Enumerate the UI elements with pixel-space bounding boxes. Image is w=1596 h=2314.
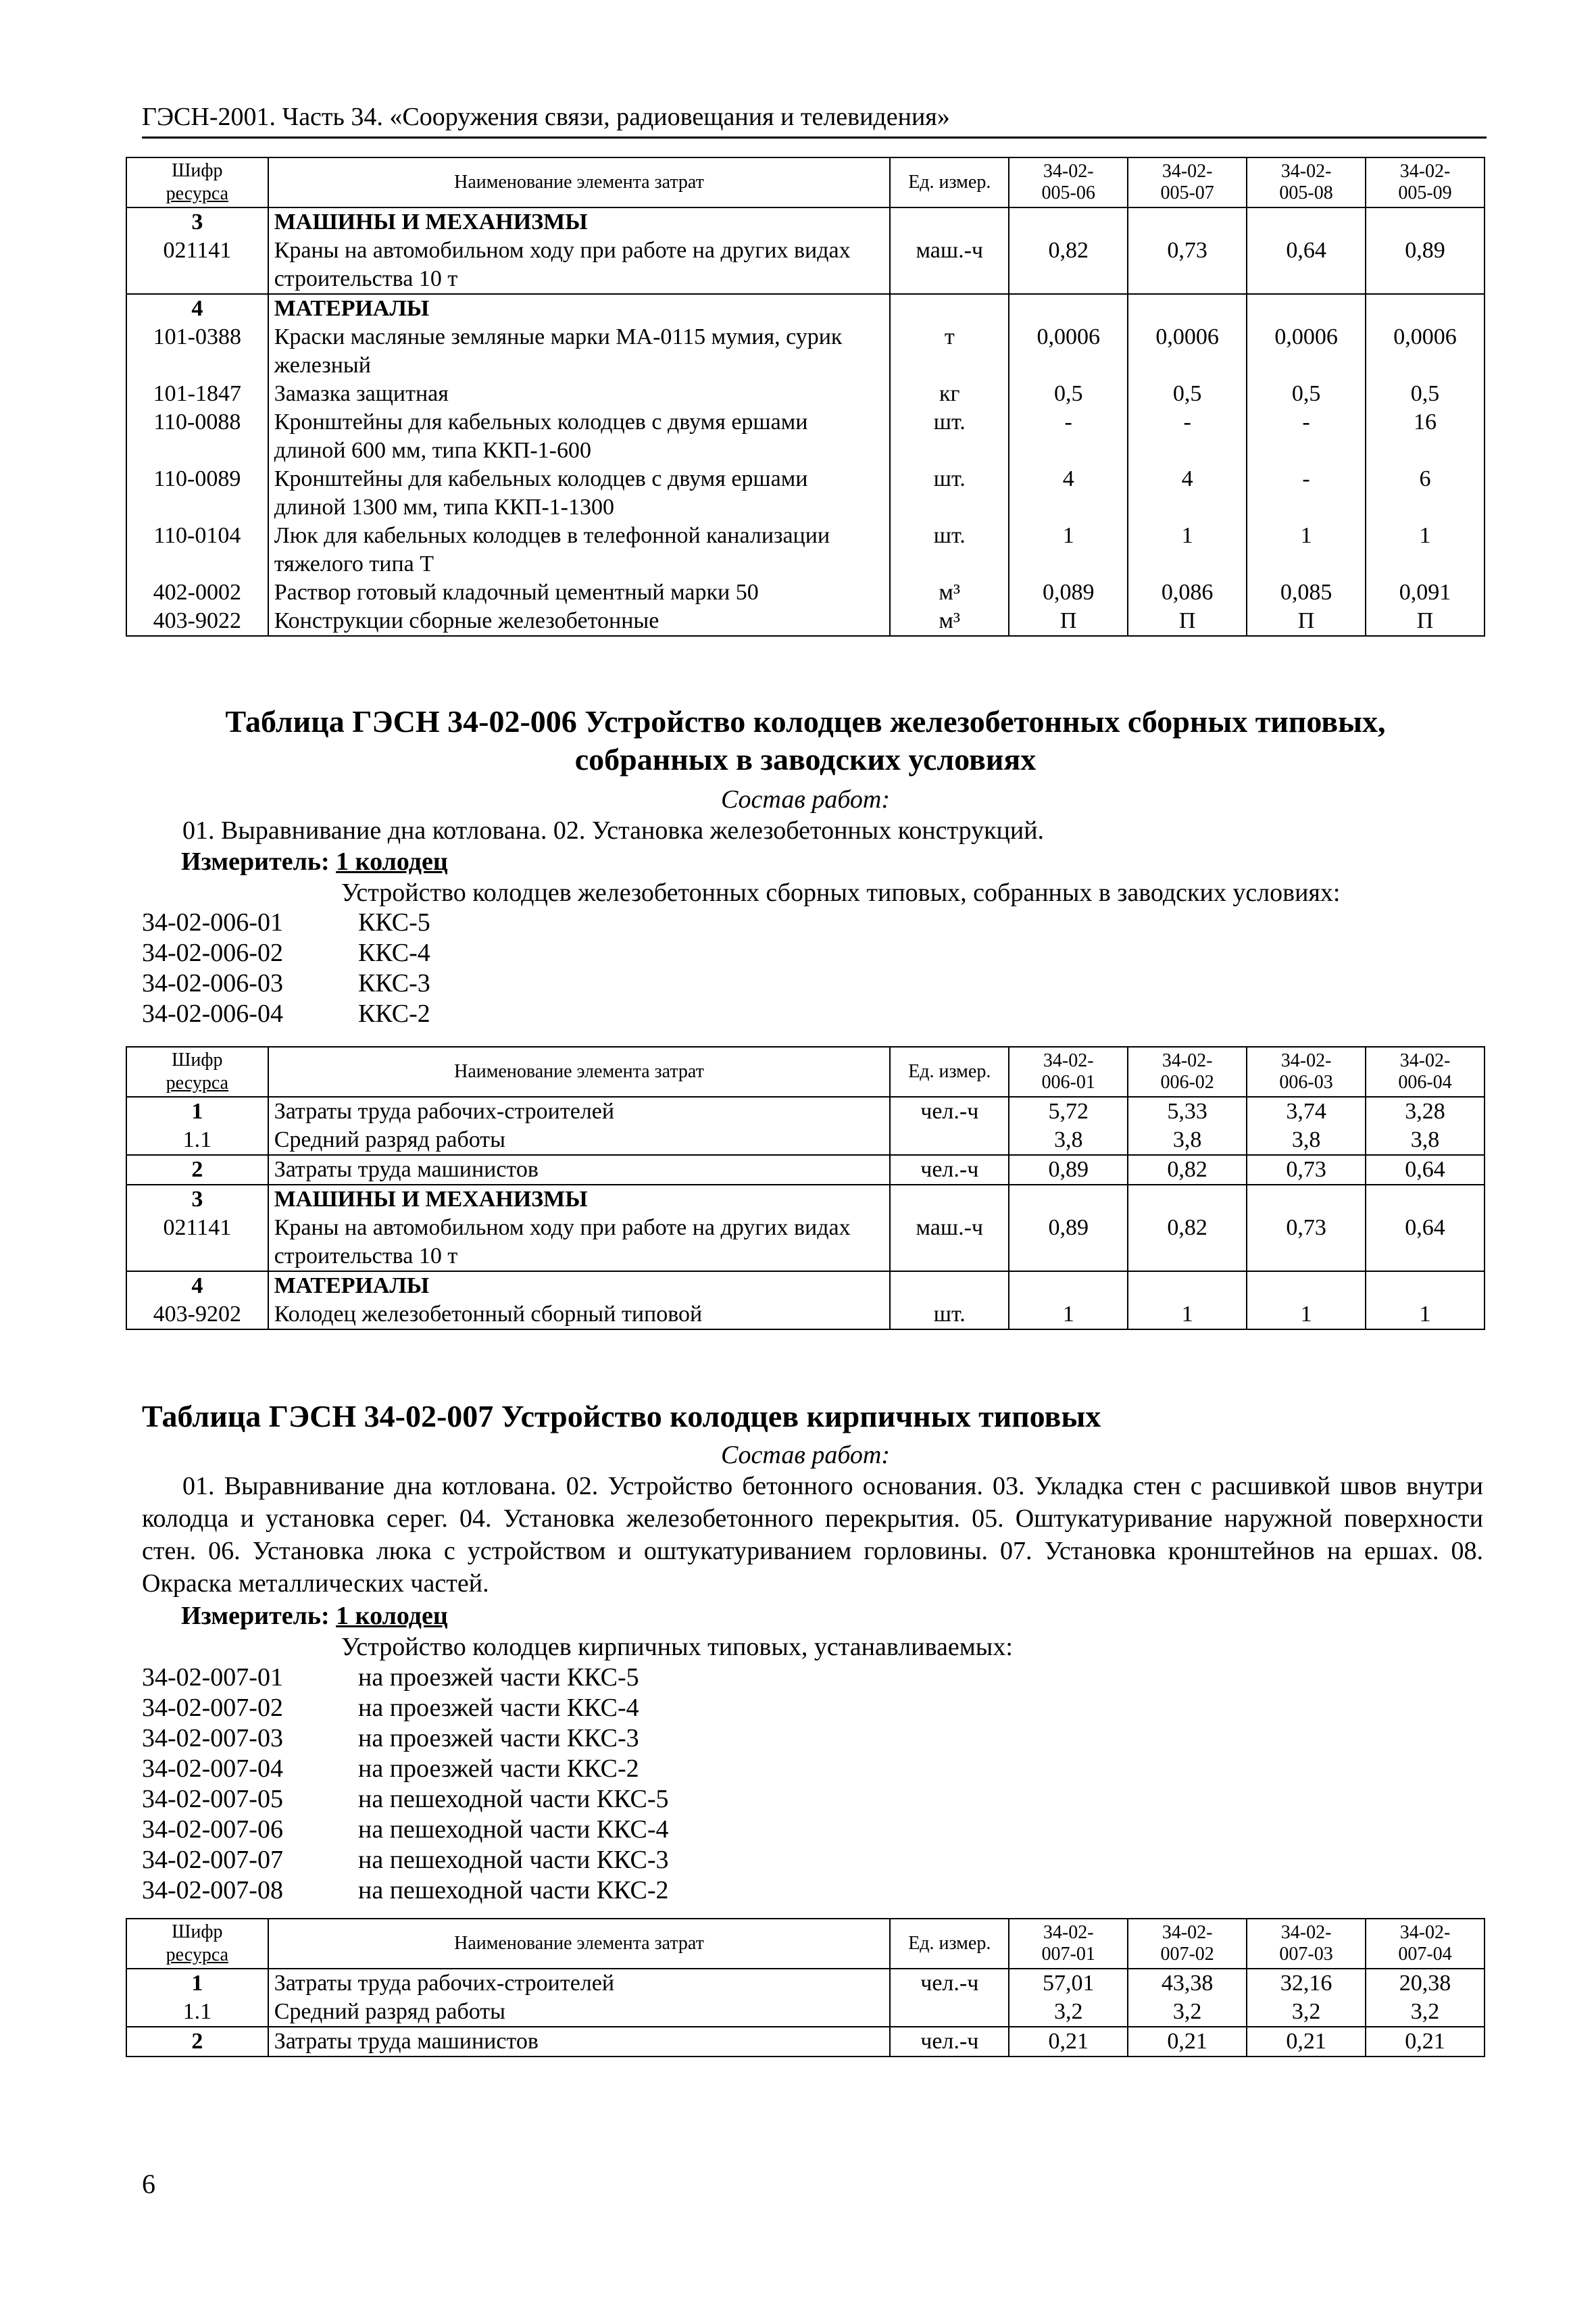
table-row xyxy=(126,294,1485,323)
header-code-line1: Шифр xyxy=(172,160,223,181)
table-header-row xyxy=(126,1047,1485,1097)
table-007-composition-label: Состав работ: xyxy=(720,1441,891,1469)
header-norm-code xyxy=(1128,1047,1247,1097)
resource-code: 110-0088 xyxy=(126,408,268,465)
code-list-item xyxy=(142,1663,669,1693)
table-006-code-list xyxy=(142,908,430,1029)
norm-value: 1 xyxy=(1366,522,1485,578)
norm-value: 3,28 xyxy=(1366,1097,1485,1126)
table-row xyxy=(126,1998,1485,2027)
table-header-row xyxy=(126,157,1485,207)
table-row xyxy=(126,578,1485,607)
table-row xyxy=(126,408,1485,465)
table-row xyxy=(126,607,1485,636)
resource-code: 1 xyxy=(126,1969,268,1998)
header-norm-code-line1: 34-02- xyxy=(1280,1922,1332,1943)
header-unit: Ед. измер. xyxy=(890,157,1009,207)
norm-value: 1 xyxy=(1366,1300,1485,1329)
resource-code: 1.1 xyxy=(126,1998,268,2027)
header-norm-code xyxy=(1366,1919,1485,1969)
header-norm-code-line2: 006-04 xyxy=(1398,1072,1452,1093)
header-norm-code xyxy=(1128,1919,1247,1969)
code-list-item xyxy=(142,1693,669,1723)
norm-value: 0,21 xyxy=(1128,2027,1247,2057)
header-norm-code-line2: 006-03 xyxy=(1279,1072,1333,1093)
resource-code: 1.1 xyxy=(126,1126,268,1155)
norm-value: 4 xyxy=(1009,465,1128,522)
norm-value: 0,73 xyxy=(1247,1214,1366,1271)
code-list-item xyxy=(142,908,430,938)
table-006-works: 01. Выравнивание дна котлована. 02. Установка железобетонных конструкций. xyxy=(182,816,1045,845)
norm-value xyxy=(1366,294,1485,323)
header-norm-code-line1: 34-02- xyxy=(1162,1922,1213,1943)
table-row xyxy=(126,1185,1485,1214)
norm-value: 43,38 xyxy=(1128,1969,1247,1998)
header-norm-code xyxy=(1247,157,1366,207)
norm-value xyxy=(1366,207,1485,237)
header-name: Наименование элемента затрат xyxy=(268,1919,891,1969)
resource-code: 4 xyxy=(126,1271,268,1300)
unit: маш.-ч xyxy=(890,237,1009,294)
norm-code-description: на проезжей части ККС-2 xyxy=(358,1754,639,1783)
norm-value: 0,086 xyxy=(1128,578,1247,607)
norm-value: 0,82 xyxy=(1009,237,1128,294)
table-row xyxy=(126,1097,1485,1126)
norm-value: 0,21 xyxy=(1009,2027,1128,2057)
norm-value: 4 xyxy=(1128,465,1247,522)
header-norm-code-line2: 005-07 xyxy=(1160,182,1214,203)
norm-value: П xyxy=(1009,607,1128,636)
code-list-item xyxy=(142,1815,669,1845)
norm-code: 34-02-007-05 xyxy=(142,1785,283,1813)
unit: шт. xyxy=(890,522,1009,578)
table-007-works: 01. Выравнивание дна котлована. 02. Устройство бетонного основания. 03. Укладка стен с расшивкой швов внутри колодца и установка серег. 04. Установка железобетонного перекрытия. 05. Оштукатуривание наружной поверхности стен. 06. Установка люка с устройством и оштукатуриванием горловины. 07. Установка кронштейнов на ершах. 08. Окраска металлических частей. xyxy=(142,1472,1483,1598)
norm-value: 3,2 xyxy=(1247,1998,1366,2027)
norm-value: 1 xyxy=(1128,522,1247,578)
code-list-item xyxy=(142,1784,669,1815)
table-row xyxy=(126,2027,1485,2057)
norm-value: 0,82 xyxy=(1128,1155,1247,1185)
norm-value: 3,74 xyxy=(1247,1097,1366,1126)
norm-value xyxy=(1247,294,1366,323)
cost-element-name: Краны на автомобильном ходу при работе на других видах строительства 10 т xyxy=(268,1214,891,1271)
unit: шт. xyxy=(890,465,1009,522)
header-norm-code-line2: 007-01 xyxy=(1041,1944,1095,1965)
norm-code-description: на пешеходной части ККС-4 xyxy=(358,1815,669,1844)
code-list-item xyxy=(142,938,430,968)
norm-code-description: ККС-2 xyxy=(358,1000,430,1028)
unit: кг xyxy=(890,380,1009,408)
norm-code: 34-02-006-01 xyxy=(142,908,283,937)
unit: шт. xyxy=(890,1300,1009,1329)
norm-value xyxy=(1366,1185,1485,1214)
unit: чел.-ч xyxy=(890,1969,1009,1998)
table-006-title-line2: собранных в заводских условиях xyxy=(574,742,1037,777)
unit: т xyxy=(890,323,1009,380)
norm-code: 34-02-007-08 xyxy=(142,1876,283,1904)
running-header: ГЭСН-2001. Часть 34. «Сооружения связи, радиовещания и телевидения» xyxy=(142,101,1487,139)
norm-value: 0,21 xyxy=(1247,2027,1366,2057)
header-code xyxy=(126,157,268,207)
page-number: 6 xyxy=(142,2169,155,2199)
table-row xyxy=(126,465,1485,522)
resource-code: 101-0388 xyxy=(126,323,268,380)
header-norm-code xyxy=(1247,1047,1366,1097)
norm-value: 5,72 xyxy=(1009,1097,1128,1126)
unit: чел.-ч xyxy=(890,2027,1009,2057)
header-code-line2: ресурса xyxy=(166,1944,229,1965)
norm-code-description: на проезжей части ККС-5 xyxy=(358,1663,639,1692)
norm-code-description: ККС-4 xyxy=(358,939,430,967)
table-row xyxy=(126,1155,1485,1185)
norm-value: 1 xyxy=(1247,1300,1366,1329)
resource-code: 1 xyxy=(126,1097,268,1126)
unit: шт. xyxy=(890,408,1009,465)
norm-value xyxy=(1128,294,1247,323)
norm-value: 32,16 xyxy=(1247,1969,1366,1998)
norm-value: 0,64 xyxy=(1366,1214,1485,1271)
norm-value: П xyxy=(1247,607,1366,636)
header-norm-code-line2: 005-09 xyxy=(1398,182,1452,203)
cost-element-name: Затраты труда рабочих-строителей xyxy=(268,1097,891,1126)
norm-value: 3,8 xyxy=(1009,1126,1128,1155)
table-row xyxy=(126,1969,1485,1998)
resource-code: 402-0002 xyxy=(126,578,268,607)
table-006-title-line1: Таблица ГЭСН 34-02-006 Устройство колодцев железобетонных сборных типовых, xyxy=(225,704,1386,739)
unit xyxy=(890,207,1009,237)
header-norm-code-line2: 006-01 xyxy=(1041,1072,1095,1093)
header-norm-code-line1: 34-02- xyxy=(1162,1050,1213,1071)
table-row xyxy=(126,380,1485,408)
norm-value: - xyxy=(1247,465,1366,522)
norm-code-description: на пешеходной части ККС-5 xyxy=(358,1785,669,1813)
norm-code: 34-02-007-01 xyxy=(142,1663,283,1692)
norm-value: 0,64 xyxy=(1247,237,1366,294)
norm-value: 0,0006 xyxy=(1366,323,1485,380)
norm-value xyxy=(1247,207,1366,237)
norm-value: 0,82 xyxy=(1128,1214,1247,1271)
cost-element-name: Кронштейны для кабельных колодцев с двумя ершами длиной 1300 мм, типа ККП-1-1300 xyxy=(268,465,891,522)
norm-value: 0,5 xyxy=(1247,380,1366,408)
header-name: Наименование элемента затрат xyxy=(268,157,891,207)
norm-value: 57,01 xyxy=(1009,1969,1128,1998)
norm-value xyxy=(1009,207,1128,237)
header-norm-code-line2: 005-08 xyxy=(1279,182,1333,203)
resource-code: 2 xyxy=(126,2027,268,2057)
norm-table-006 xyxy=(126,1046,1485,1330)
header-unit: Ед. измер. xyxy=(890,1919,1009,1969)
header-norm-code-line1: 34-02- xyxy=(1043,1050,1094,1071)
norm-value xyxy=(1128,207,1247,237)
header-norm-code-line1: 34-02- xyxy=(1399,1922,1451,1943)
cost-element-name: Затраты труда рабочих-строителей xyxy=(268,1969,891,1998)
norm-value: 0,89 xyxy=(1009,1214,1128,1271)
header-code-line1: Шифр xyxy=(172,1050,223,1070)
cost-element-name: Замазка защитная xyxy=(268,380,891,408)
cost-element-name: Затраты труда машинистов xyxy=(268,2027,891,2057)
norm-value xyxy=(1128,1271,1247,1300)
unit: м³ xyxy=(890,607,1009,636)
resource-code: 4 xyxy=(126,294,268,323)
table-row xyxy=(126,1126,1485,1155)
unit: м³ xyxy=(890,578,1009,607)
norm-value xyxy=(1247,1185,1366,1214)
norm-value: 3,2 xyxy=(1009,1998,1128,2027)
code-list-item xyxy=(142,1723,669,1754)
header-norm-code-line2: 007-03 xyxy=(1279,1944,1333,1965)
norm-value: 0,5 xyxy=(1128,380,1247,408)
cost-element-name: Затраты труда машинистов xyxy=(268,1155,891,1185)
header-name: Наименование элемента затрат xyxy=(268,1047,891,1097)
unit xyxy=(890,294,1009,323)
norm-value: 1 xyxy=(1009,1300,1128,1329)
norm-code: 34-02-007-07 xyxy=(142,1846,283,1874)
norm-value: 3,8 xyxy=(1247,1126,1366,1155)
norm-value: 0,0006 xyxy=(1128,323,1247,380)
norm-value: 0,0006 xyxy=(1009,323,1128,380)
header-norm-code-line2: 005-06 xyxy=(1041,182,1095,203)
norm-value: 0,5 xyxy=(1366,380,1485,408)
resource-code: 110-0089 xyxy=(126,465,268,522)
table-row xyxy=(126,1271,1485,1300)
cost-element-name: МАТЕРИАЛЫ xyxy=(268,1271,891,1300)
table-row xyxy=(126,323,1485,380)
header-norm-code-line1: 34-02- xyxy=(1280,1050,1332,1071)
norm-value: 3,8 xyxy=(1366,1126,1485,1155)
header-norm-code xyxy=(1366,1047,1485,1097)
cost-element-name: Колодец железобетонный сборный типовой xyxy=(268,1300,891,1329)
table-007-measurer: Измеритель: 1 колодец xyxy=(181,1602,448,1630)
cost-element-name: Кронштейны для кабельных колодцев с двумя ершами длиной 600 мм, типа ККП-1-600 xyxy=(268,408,891,465)
norm-value: 1 xyxy=(1128,1300,1247,1329)
unit xyxy=(890,1126,1009,1155)
norm-code-description: на пешеходной части ККС-3 xyxy=(358,1846,669,1874)
table-header-row xyxy=(126,1919,1485,1969)
table-006-measurer: Измеритель: 1 колодец xyxy=(181,847,448,876)
table-006-intro: Устройство колодцев железобетонных сборных типовых, собранных в заводских условиях: xyxy=(341,879,1341,907)
header-norm-code xyxy=(1009,1047,1128,1097)
unit: маш.-ч xyxy=(890,1214,1009,1271)
cost-element-name: Люк для кабельных колодцев в телефонной канализации тяжелого типа Т xyxy=(268,522,891,578)
resource-code: 021141 xyxy=(126,237,268,294)
norm-value xyxy=(1247,1271,1366,1300)
table-row xyxy=(126,1300,1485,1329)
header-code-line1: Шифр xyxy=(172,1921,223,1942)
header-code-line2: ресурса xyxy=(166,1073,229,1093)
norm-value: 6 xyxy=(1366,465,1485,522)
cost-element-name: МАТЕРИАЛЫ xyxy=(268,294,891,323)
code-list-item xyxy=(142,1845,669,1875)
norm-value: 0,89 xyxy=(1366,237,1485,294)
norm-value xyxy=(1009,294,1128,323)
unit xyxy=(890,1271,1009,1300)
norm-value: 0,0006 xyxy=(1247,323,1366,380)
norm-value: 0,89 xyxy=(1009,1155,1128,1185)
norm-value: 20,38 xyxy=(1366,1969,1485,1998)
norm-value: 0,5 xyxy=(1009,380,1128,408)
resource-code: 403-9202 xyxy=(126,1300,268,1329)
norm-value xyxy=(1128,1185,1247,1214)
code-list-item xyxy=(142,1875,669,1906)
header-norm-code xyxy=(1128,157,1247,207)
norm-value: 0,73 xyxy=(1128,237,1247,294)
table-row xyxy=(126,522,1485,578)
header-norm-code-line2: 006-02 xyxy=(1160,1072,1214,1093)
cost-element-name: МАШИНЫ И МЕХАНИЗМЫ xyxy=(268,1185,891,1214)
norm-code: 34-02-006-03 xyxy=(142,969,283,998)
code-list-item xyxy=(142,968,430,999)
norm-code: 34-02-006-04 xyxy=(142,1000,283,1028)
header-code-line2: ресурса xyxy=(166,183,229,204)
resource-code: 3 xyxy=(126,207,268,237)
unit xyxy=(890,1998,1009,2027)
cost-element-name: Краски масляные земляные марки МА-0115 мумия, сурик железный xyxy=(268,323,891,380)
norm-code: 34-02-006-02 xyxy=(142,939,283,967)
norm-code: 34-02-007-06 xyxy=(142,1815,283,1844)
norm-value: 0,21 xyxy=(1366,2027,1485,2057)
norm-table-007 xyxy=(126,1918,1485,2057)
header-norm-code xyxy=(1009,157,1128,207)
norm-value: 0,64 xyxy=(1366,1155,1485,1185)
header-unit: Ед. измер. xyxy=(890,1047,1009,1097)
table-007-intro: Устройство колодцев кирпичных типовых, устанавливаемых: xyxy=(341,1633,1013,1661)
norm-value: 3,8 xyxy=(1128,1126,1247,1155)
cost-element-name: Раствор готовый кладочный цементный марки 50 xyxy=(268,578,891,607)
resource-code: 110-0104 xyxy=(126,522,268,578)
norm-value: 1 xyxy=(1247,522,1366,578)
norm-code-description: на пешеходной части ККС-2 xyxy=(358,1876,669,1904)
unit: чел.-ч xyxy=(890,1097,1009,1126)
norm-code-description: ККС-5 xyxy=(358,908,430,937)
norm-value: 3,2 xyxy=(1128,1998,1247,2027)
table-row xyxy=(126,207,1485,237)
header-norm-code-line1: 34-02- xyxy=(1399,1050,1451,1071)
table-row xyxy=(126,1214,1485,1271)
header-norm-code-line2: 007-02 xyxy=(1160,1944,1214,1965)
norm-value: 5,33 xyxy=(1128,1097,1247,1126)
norm-code: 34-02-007-02 xyxy=(142,1694,283,1722)
header-norm-code xyxy=(1366,157,1485,207)
header-norm-code-line1: 34-02- xyxy=(1399,161,1451,182)
norm-code-description: на проезжей части ККС-4 xyxy=(358,1694,639,1722)
cost-element-name: Краны на автомобильном ходу при работе на других видах строительства 10 т xyxy=(268,237,891,294)
norm-value: 16 xyxy=(1366,408,1485,465)
norm-value: П xyxy=(1128,607,1247,636)
resource-code: 3 xyxy=(126,1185,268,1214)
resource-code: 101-1847 xyxy=(126,380,268,408)
code-list-item xyxy=(142,999,430,1029)
header-norm-code-line1: 34-02- xyxy=(1162,161,1213,182)
norm-table-005 xyxy=(126,157,1485,637)
header-norm-code-line1: 34-02- xyxy=(1043,1922,1094,1943)
norm-value: - xyxy=(1247,408,1366,465)
norm-value: - xyxy=(1009,408,1128,465)
header-code xyxy=(126,1919,268,1969)
resource-code: 2 xyxy=(126,1155,268,1185)
norm-code-description: на проезжей части ККС-3 xyxy=(358,1724,639,1752)
cost-element-name: Средний разряд работы xyxy=(268,1126,891,1155)
unit xyxy=(890,1185,1009,1214)
header-norm-code-line1: 34-02- xyxy=(1043,161,1094,182)
norm-value xyxy=(1366,1271,1485,1300)
resource-code: 021141 xyxy=(126,1214,268,1271)
code-list-item xyxy=(142,1754,669,1784)
norm-value: 0,085 xyxy=(1247,578,1366,607)
header-norm-code-line2: 007-04 xyxy=(1398,1944,1452,1965)
table-007-title: Таблица ГЭСН 34-02-007 Устройство колодцев кирпичных типовых xyxy=(142,1399,1101,1433)
norm-value: П xyxy=(1366,607,1485,636)
norm-value xyxy=(1009,1271,1128,1300)
cost-element-name: МАШИНЫ И МЕХАНИЗМЫ xyxy=(268,207,891,237)
norm-code-description: ККС-3 xyxy=(358,969,430,998)
header-norm-code xyxy=(1247,1919,1366,1969)
header-norm-code xyxy=(1009,1919,1128,1969)
norm-value: 0,089 xyxy=(1009,578,1128,607)
header-code xyxy=(126,1047,268,1097)
table-007-code-list xyxy=(142,1663,669,1906)
norm-value xyxy=(1009,1185,1128,1214)
table-006-composition-label: Состав работ: xyxy=(720,785,891,814)
table-row xyxy=(126,237,1485,294)
cost-element-name: Средний разряд работы xyxy=(268,1998,891,2027)
resource-code: 403-9022 xyxy=(126,607,268,636)
norm-value: 3,2 xyxy=(1366,1998,1485,2027)
norm-value: 1 xyxy=(1009,522,1128,578)
header-norm-code-line1: 34-02- xyxy=(1280,161,1332,182)
norm-value: 0,73 xyxy=(1247,1155,1366,1185)
unit: чел.-ч xyxy=(890,1155,1009,1185)
norm-value: - xyxy=(1128,408,1247,465)
norm-value: 0,091 xyxy=(1366,578,1485,607)
norm-code: 34-02-007-04 xyxy=(142,1754,283,1783)
cost-element-name: Конструкции сборные железобетонные xyxy=(268,607,891,636)
norm-code: 34-02-007-03 xyxy=(142,1724,283,1752)
